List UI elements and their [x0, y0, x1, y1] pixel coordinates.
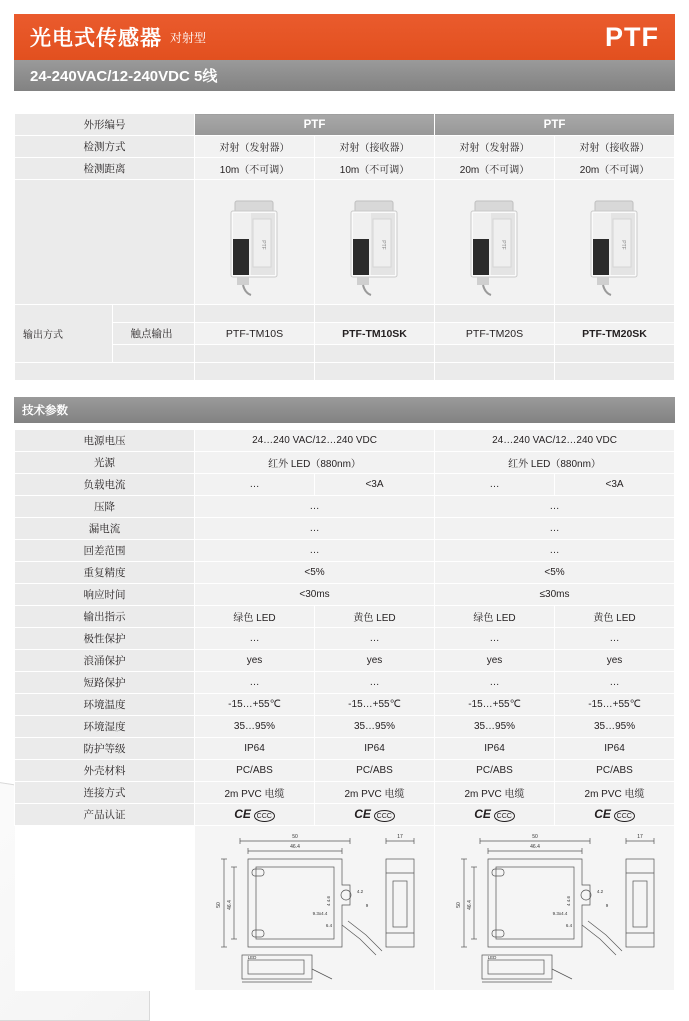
model-4: PTF-TM20SK	[555, 323, 675, 345]
table-row-certification	[15, 804, 675, 826]
table-row	[15, 136, 675, 158]
ce-mark: CE	[474, 807, 491, 822]
cell-humidity-3: 35…95%	[435, 716, 555, 738]
table-row	[15, 628, 675, 650]
cell-detect-mode-1: 对射（发射器）	[195, 136, 315, 158]
row-label-short-circuit-protection: 短路保护	[15, 672, 195, 694]
cell-empty	[435, 363, 555, 381]
table-row-dimension-drawings	[15, 826, 675, 991]
row-label-ambient-humidity: 环境湿度	[15, 716, 195, 738]
row-label-leak-current: 漏电流	[15, 518, 195, 540]
dimension-drawing-2	[435, 826, 675, 991]
row-label-surge-protection: 浪涌保护	[15, 650, 195, 672]
table-row	[15, 540, 675, 562]
model-3: PTF-TM20S	[435, 323, 555, 345]
sensor-photo-emitter-2	[439, 183, 550, 301]
row-label-output-mode: 输出方式	[15, 305, 113, 363]
row-label-hysteresis: 回差范围	[15, 540, 195, 562]
table-row-product-images	[15, 180, 675, 305]
cell-cert-3	[435, 804, 555, 826]
row-label-polarity-protection: 极性保护	[15, 628, 195, 650]
cell-ip-4: IP64	[555, 738, 675, 760]
svg-text:50: 50	[531, 834, 538, 840]
cell-empty	[15, 180, 195, 305]
cell-temp-4: -15…+55℃	[555, 694, 675, 716]
cell-output-indicator-1: 绿色 LED	[195, 606, 315, 628]
ccc-mark: CCC	[494, 810, 515, 822]
product-image-3	[435, 180, 555, 305]
svg-text:LED: LED	[487, 955, 496, 960]
cell-leak-current-a: …	[195, 518, 435, 540]
svg-text:PTF: PTF	[259, 240, 266, 250]
row-label-output-indicator: 输出指示	[15, 606, 195, 628]
svg-text:46.4: 46.4	[289, 844, 300, 850]
cell-surge-1: yes	[195, 650, 315, 672]
table-row	[15, 562, 675, 584]
svg-text:46.4: 46.4	[466, 900, 473, 910]
cell-load-current-3: …	[435, 474, 555, 496]
cell-response-time-a: <30ms	[195, 584, 435, 606]
row-label-certification: 产品认证	[15, 804, 195, 826]
cell-repeatability-b: <5%	[435, 562, 675, 584]
svg-text:9.3x4.4: 9.3x4.4	[312, 911, 327, 916]
svg-text:4 4.6: 4 4.6	[325, 895, 331, 907]
ce-mark: CE	[594, 807, 611, 822]
cell-light-source-b: 红外 LED（880nm）	[435, 452, 675, 474]
cell-polarity-3: …	[435, 628, 555, 650]
cell-leak-current-b: …	[435, 518, 675, 540]
cell-empty	[315, 363, 435, 381]
table-row	[15, 452, 675, 474]
cell-short-3: …	[435, 672, 555, 694]
svg-text:4.2: 4.2	[596, 889, 603, 894]
page-header	[14, 14, 675, 60]
product-image-4	[555, 180, 675, 305]
row-label-repeatability: 重复精度	[15, 562, 195, 584]
cell-empty	[195, 363, 315, 381]
svg-text:PTF: PTF	[379, 240, 386, 250]
dimension-drawing-1	[195, 826, 435, 991]
cell-material-2: PC/ABS	[315, 760, 435, 782]
table-row	[15, 158, 675, 180]
cell-polarity-4: …	[555, 628, 675, 650]
row-label-supply-voltage: 电源电压	[15, 430, 195, 452]
svg-text:PTF: PTF	[619, 240, 626, 250]
cell-hysteresis-a: …	[195, 540, 435, 562]
cell-humidity-4: 35…95%	[555, 716, 675, 738]
svg-text:6.4: 6.4	[565, 923, 572, 928]
cell-surge-4: yes	[555, 650, 675, 672]
svg-text:50: 50	[455, 902, 462, 908]
svg-text:4.2: 4.2	[356, 889, 363, 894]
group-header-1: PTF	[195, 114, 435, 136]
cell-connection-4: 2m PVC 电缆	[555, 782, 675, 804]
svg-text:4 4.6: 4 4.6	[565, 895, 571, 907]
table-row	[15, 496, 675, 518]
table-row	[15, 694, 675, 716]
cell-material-4: PC/ABS	[555, 760, 675, 782]
ccc-mark: CCC	[374, 810, 395, 822]
row-label-housing-material: 外壳材料	[15, 760, 195, 782]
table-row	[15, 606, 675, 628]
sensor-photo-receiver-2	[559, 183, 670, 301]
spec-bar	[14, 60, 675, 91]
cell-connection-2: 2m PVC 电缆	[315, 782, 435, 804]
table-row	[15, 760, 675, 782]
svg-text:9: 9	[605, 903, 608, 908]
datasheet-page	[0, 14, 689, 981]
cell-detect-distance-2: 10m（不可调）	[315, 158, 435, 180]
cell-cert-1	[195, 804, 315, 826]
table-row-models	[15, 323, 675, 345]
table-row	[15, 672, 675, 694]
ccc-mark: CCC	[254, 810, 275, 822]
svg-text:46.4: 46.4	[226, 900, 233, 910]
cell-empty	[15, 363, 195, 381]
ce-mark: CE	[354, 807, 371, 822]
cell-humidity-1: 35…95%	[195, 716, 315, 738]
cell-empty	[555, 363, 675, 381]
cell-light-source-a: 红外 LED（880nm）	[195, 452, 435, 474]
row-label-outline-number: 外形编号	[15, 114, 195, 136]
cell-empty	[195, 305, 315, 323]
cell-output-indicator-2: 黄色 LED	[315, 606, 435, 628]
cell-output-indicator-3: 绿色 LED	[435, 606, 555, 628]
cell-ip-3: IP64	[435, 738, 555, 760]
cell-ip-2: IP64	[315, 738, 435, 760]
product-image-2	[315, 180, 435, 305]
product-code: PTF	[605, 21, 659, 52]
table-row-model-header	[15, 114, 675, 136]
cell-temp-1: -15…+55℃	[195, 694, 315, 716]
cell-surge-3: yes	[435, 650, 555, 672]
group-header-2: PTF	[435, 114, 675, 136]
cell-empty	[315, 345, 435, 363]
cell-detect-mode-3: 对射（发射器）	[435, 136, 555, 158]
page-subtitle: 对射型	[170, 30, 207, 45]
cell-voltage-drop-a: …	[195, 496, 435, 518]
cell-detect-mode-2: 对射（接收器）	[315, 136, 435, 158]
svg-text:17: 17	[636, 834, 643, 840]
cell-empty	[555, 345, 675, 363]
row-label-response-time: 响应时间	[15, 584, 195, 606]
svg-text:46.4: 46.4	[529, 844, 540, 850]
page-title: 光电式传感器	[30, 27, 162, 50]
row-label-connection: 连接方式	[15, 782, 195, 804]
product-image-1	[195, 180, 315, 305]
row-label-load-current: 负载电流	[15, 474, 195, 496]
cell-detect-mode-4: 对射（接收器）	[555, 136, 675, 158]
table-row	[15, 518, 675, 540]
cell-empty	[195, 345, 315, 363]
cell-empty	[435, 345, 555, 363]
row-label-contact-output: 触点输出	[113, 323, 195, 345]
row-label-detect-mode: 检测方式	[15, 136, 195, 158]
cell-connection-3: 2m PVC 电缆	[435, 782, 555, 804]
cell-load-current-4: <3A	[555, 474, 675, 496]
table-row	[15, 363, 675, 381]
sensor-photo-emitter-1	[199, 183, 310, 301]
cell-surge-2: yes	[315, 650, 435, 672]
table-row	[15, 430, 675, 452]
cell-empty	[315, 305, 435, 323]
cell-empty	[555, 305, 675, 323]
table-row	[15, 782, 675, 804]
row-label-protection-rating: 防护等级	[15, 738, 195, 760]
cell-temp-2: -15…+55℃	[315, 694, 435, 716]
cell-short-2: …	[315, 672, 435, 694]
cell-polarity-2: …	[315, 628, 435, 650]
cell-supply-voltage-b: 24…240 VAC/12…240 VDC	[435, 430, 675, 452]
model-1: PTF-TM10S	[195, 323, 315, 345]
svg-text:17: 17	[396, 834, 403, 840]
cell-empty	[435, 305, 555, 323]
cell-cert-4	[555, 804, 675, 826]
cell-supply-voltage-a: 24…240 VAC/12…240 VDC	[195, 430, 435, 452]
cell-load-current-1: …	[195, 474, 315, 496]
table-row	[15, 474, 675, 496]
tech-table	[14, 429, 675, 991]
table-row	[15, 584, 675, 606]
svg-text:9: 9	[365, 903, 368, 908]
cell-short-4: …	[555, 672, 675, 694]
sensor-photo-receiver-1	[319, 183, 430, 301]
model-2: PTF-TM10SK	[315, 323, 435, 345]
table-row	[15, 650, 675, 672]
table-row	[15, 345, 675, 363]
cell-temp-3: -15…+55℃	[435, 694, 555, 716]
ccc-mark: CCC	[614, 810, 635, 822]
cell-connection-1: 2m PVC 电缆	[195, 782, 315, 804]
ce-mark: CE	[234, 807, 251, 822]
cell-humidity-2: 35…95%	[315, 716, 435, 738]
svg-text:50: 50	[291, 834, 298, 840]
cell-ip-1: IP64	[195, 738, 315, 760]
cell-load-current-2: <3A	[315, 474, 435, 496]
cell-detect-distance-4: 20m（不可调）	[555, 158, 675, 180]
cell-output-indicator-4: 黄色 LED	[555, 606, 675, 628]
svg-text:9.3x4.4: 9.3x4.4	[552, 911, 567, 916]
cell-response-time-b: ≤30ms	[435, 584, 675, 606]
row-label-light-source: 光源	[15, 452, 195, 474]
outline-table	[14, 113, 675, 381]
cell-short-1: …	[195, 672, 315, 694]
svg-text:LED: LED	[247, 955, 256, 960]
svg-text:PTF: PTF	[499, 240, 506, 250]
row-label-voltage-drop: 压降	[15, 496, 195, 518]
row-label-ambient-temp: 环境温度	[15, 694, 195, 716]
table-row	[15, 716, 675, 738]
cell-hysteresis-b: …	[435, 540, 675, 562]
cell-detect-distance-1: 10m（不可调）	[195, 158, 315, 180]
cell-voltage-drop-b: …	[435, 496, 675, 518]
row-label-detect-distance: 检测距离	[15, 158, 195, 180]
cell-material-3: PC/ABS	[435, 760, 555, 782]
cell-empty	[113, 305, 195, 323]
table-row	[15, 305, 675, 323]
svg-text:50: 50	[215, 902, 222, 908]
cell-polarity-1: …	[195, 628, 315, 650]
spec-line: 24-240VAC/12-240VDC 5线	[30, 68, 218, 85]
cell-cert-2	[315, 804, 435, 826]
table-row	[15, 738, 675, 760]
svg-text:6.4: 6.4	[325, 923, 332, 928]
cell-detect-distance-3: 20m（不可调）	[435, 158, 555, 180]
cell-empty	[113, 345, 195, 363]
tech-section-title: 技术参数	[14, 397, 675, 423]
cell-repeatability-a: <5%	[195, 562, 435, 584]
cell-material-1: PC/ABS	[195, 760, 315, 782]
